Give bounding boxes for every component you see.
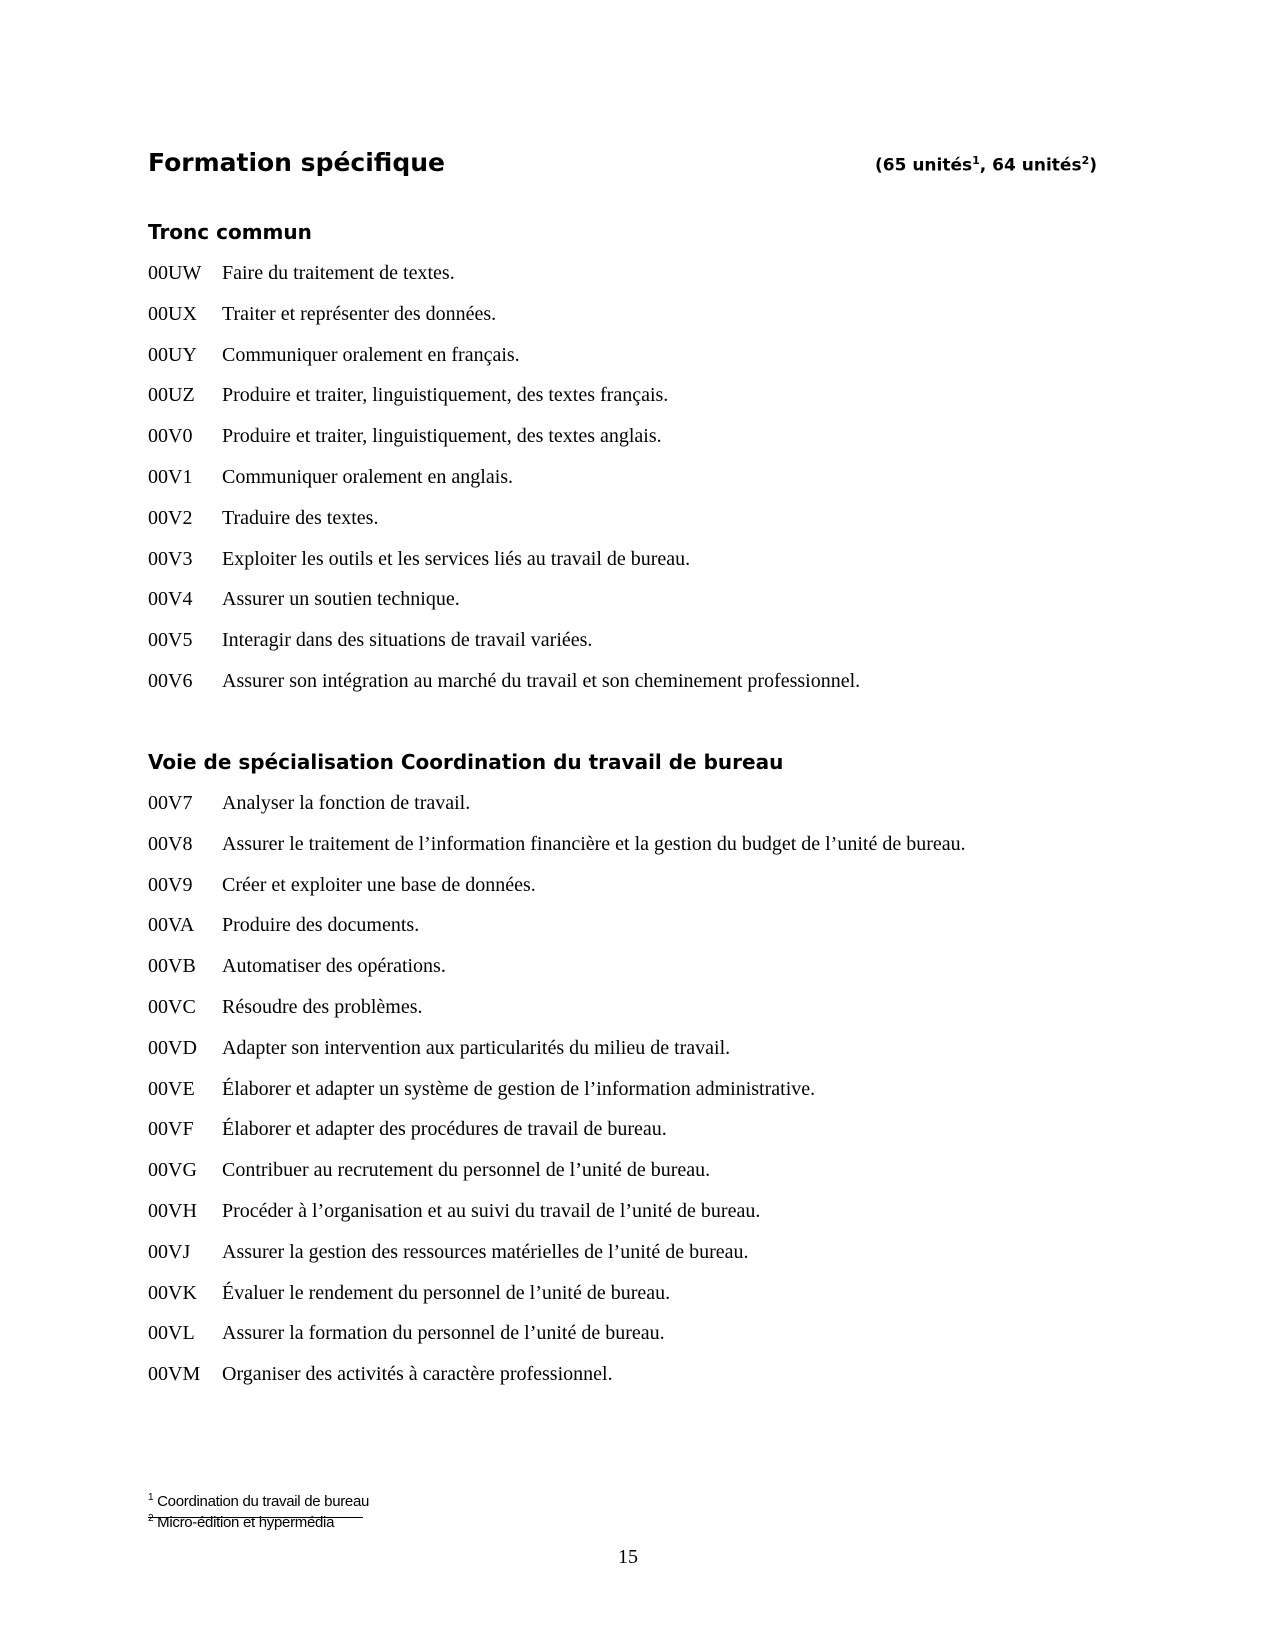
list-item (148, 294, 860, 335)
competency-text: Exploiter les outils et les services liés au travail de bureau. (222, 547, 691, 570)
list-item (148, 457, 860, 498)
footnote-ref-1: 1 (972, 154, 980, 167)
list-item (148, 1109, 966, 1150)
list-item (148, 620, 860, 661)
competency-code: 00VH (148, 1199, 197, 1222)
competency-code: 00UZ (148, 384, 195, 407)
footnote-mark: 2 (148, 1513, 154, 1524)
competency-text: Assurer la gestion des ressources matérielles de l’unité de bureau. (222, 1240, 749, 1263)
list-item (148, 498, 860, 539)
list-item (148, 1150, 966, 1191)
competency-text: Faire du traitement de textes. (222, 262, 455, 284)
competency-code: 00VG (148, 1159, 197, 1182)
competency-code: 00UX (148, 302, 197, 325)
competency-text: Traiter et représenter des données. (222, 302, 497, 325)
competency-code: 00V7 (148, 792, 193, 814)
competency-code: 00UY (148, 343, 197, 366)
footnote-mark: 1 (148, 1492, 154, 1503)
competency-code: 00VA (148, 914, 195, 937)
list-item (148, 1354, 966, 1395)
list-item (148, 824, 966, 865)
section-heading: Voie de spécialisation Coordination du travail de bureau (148, 750, 784, 774)
footnote (148, 1492, 369, 1510)
competency-text: Organiser des activités à caractère professionnel. (222, 1363, 613, 1386)
competency-code: 00V0 (148, 425, 193, 448)
list-item (148, 946, 966, 987)
competency-text: Contribuer au recrutement du personnel de l’unité de bureau. (222, 1159, 711, 1182)
competency-code: 00VJ (148, 1240, 191, 1263)
competency-code: 00VB (148, 955, 196, 978)
list-item (148, 1273, 966, 1314)
competency-text: Élaborer et adapter un système de gestion de l’information administrative. (222, 1077, 816, 1100)
list-item (148, 1069, 966, 1110)
units-b: , 64 unités (979, 155, 1082, 176)
competency-code: 00V6 (148, 669, 193, 692)
list-item (148, 253, 860, 294)
units-close: ) (1089, 155, 1097, 176)
competency-code: 00VC (148, 995, 196, 1018)
list-item (148, 865, 966, 906)
competency-code: 00V5 (148, 629, 193, 652)
competency-text: Adapter son intervention aux particularités du milieu de travail. (222, 1036, 731, 1059)
list-item (148, 416, 860, 457)
competency-code: 00V9 (148, 873, 193, 896)
page-number: 15 (618, 1546, 638, 1568)
competency-text: Produire et traiter, linguistiquement, des textes anglais. (222, 425, 662, 448)
competency-code: 00VE (148, 1077, 195, 1100)
competency-code: 00VL (148, 1322, 195, 1345)
competency-text: Créer et exploiter une base de données. (222, 873, 536, 896)
list-item (148, 987, 966, 1028)
page-title: Formation spécifique (148, 148, 445, 177)
list-item (148, 539, 860, 580)
units-label (875, 154, 1097, 176)
competency-text: Assurer son intégration au marché du travail et son cheminement professionnel. (222, 669, 861, 692)
competency-text: Produire des documents. (222, 914, 420, 937)
list-item (148, 1313, 966, 1354)
competency-text: Procéder à l’organisation et au suivi du travail de l’unité de bureau. (222, 1199, 761, 1222)
list-item (148, 1191, 966, 1232)
competency-code: 00V4 (148, 588, 193, 611)
competency-code: 00VK (148, 1281, 197, 1304)
competency-text: Communiquer oralement en anglais. (222, 465, 514, 488)
competency-code: 00V2 (148, 506, 193, 529)
competency-code: 00V8 (148, 832, 193, 855)
competency-code: 00UW (148, 262, 202, 284)
units-a: (65 unités (874, 155, 973, 176)
competency-code: 00VM (148, 1363, 201, 1386)
competency-text: Traduire des textes. (222, 506, 379, 529)
competency-code: 00V3 (148, 547, 193, 570)
footnote-text: Micro-édition et hypermédia (157, 1514, 335, 1531)
competency-code: 00VD (148, 1036, 197, 1059)
competency-code: 00VF (148, 1118, 194, 1141)
competency-text: Communiquer oralement en français. (222, 343, 520, 366)
competency-text: Automatiser des opérations. (222, 955, 446, 978)
footnote-ref-2: 2 (1081, 154, 1090, 167)
competency-text: Assurer un soutien technique. (222, 588, 460, 611)
competency-text: Produire et traiter, linguistiquement, des textes français. (222, 384, 669, 407)
list-item (148, 783, 966, 824)
list-item (148, 1232, 966, 1273)
list-item (148, 335, 860, 376)
competency-code: 00V1 (148, 465, 193, 488)
competency-text: Analyser la fonction de travail. (222, 792, 471, 814)
section-heading: Tronc commun (148, 220, 312, 244)
footnote (148, 1513, 334, 1531)
footnote-text: Coordination du travail de bureau (157, 1493, 370, 1510)
competency-text: Assurer le traitement de l’information financière et la gestion du budget de l’unité de bureau. (222, 832, 966, 855)
competency-text: Assurer la formation du personnel de l’unité de bureau. (222, 1322, 665, 1345)
competency-list (148, 253, 860, 702)
list-item (148, 905, 966, 946)
list-item (148, 375, 860, 416)
list-item (148, 661, 860, 702)
list-item (148, 1028, 966, 1069)
competency-text: Résoudre des problèmes. (222, 995, 423, 1018)
list-item (148, 579, 860, 620)
competency-list (148, 783, 966, 1395)
competency-text: Interagir dans des situations de travail variées. (222, 629, 593, 652)
competency-text: Évaluer le rendement du personnel de l’unité de bureau. (222, 1281, 671, 1304)
competency-text: Élaborer et adapter des procédures de travail de bureau. (222, 1118, 667, 1141)
